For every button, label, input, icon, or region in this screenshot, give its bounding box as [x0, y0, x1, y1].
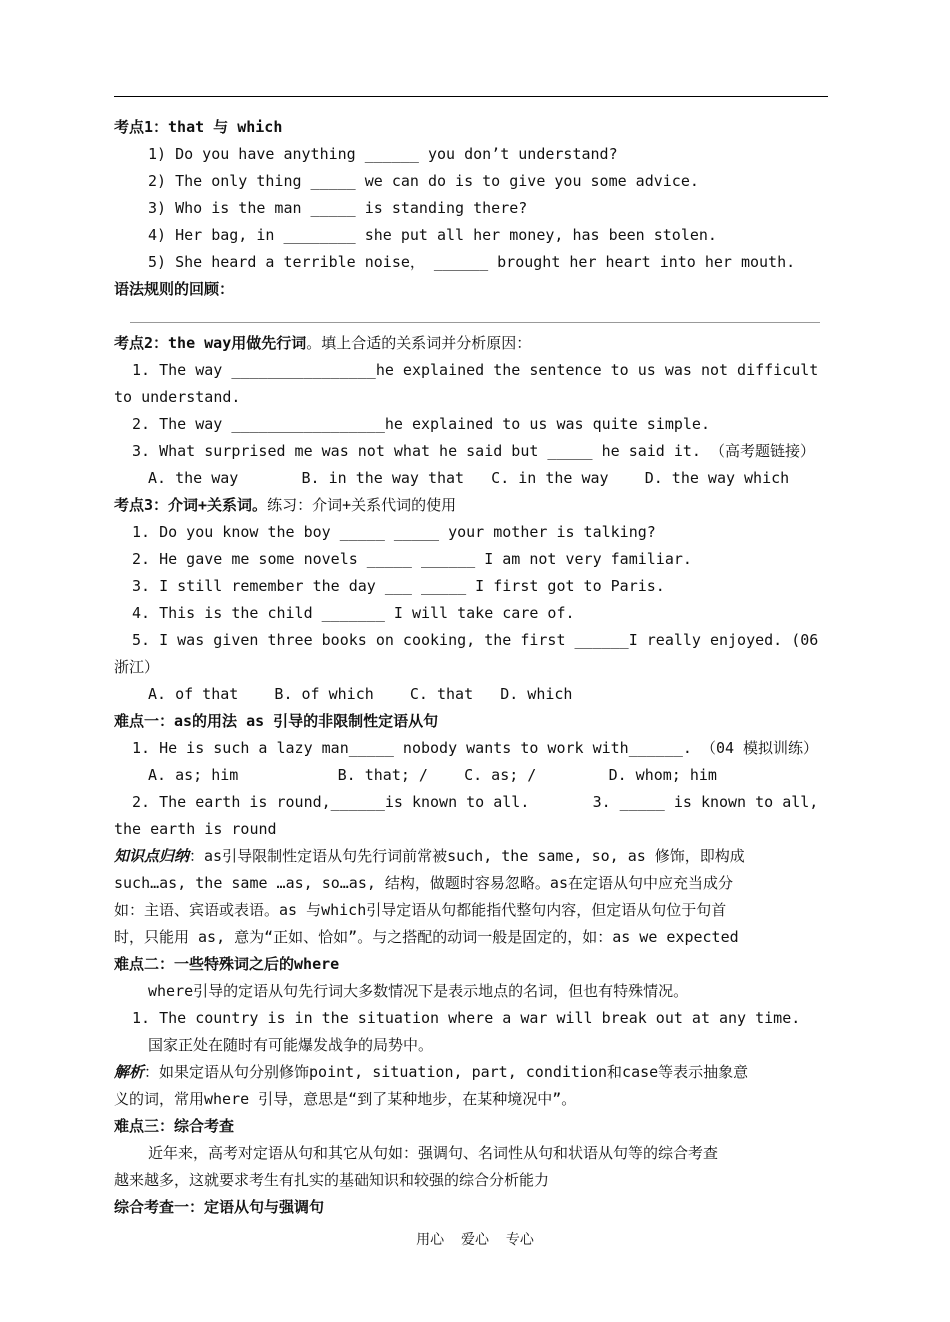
page-footer: 用心 爱心 专心 — [416, 1232, 534, 1248]
d1-note-line-2: such…as, the same …as, so…as, 结构，做题时容易忽略。as在定语从句中应充当成分 — [114, 874, 733, 892]
d2-analysis-line-1 — [114, 1059, 830, 1085]
s3-item-4: 4. This is the child _______ I will take care of. — [132, 604, 575, 622]
d1-note-text-1: ：as引导限制性定语从句先行词前常被such, the same, so, as 修饰，即构成 — [189, 847, 745, 865]
s3-options: A. of that B. of which C. that D. which — [148, 685, 573, 703]
s3-title: 考点3：介词+关系词。 — [114, 496, 268, 514]
s3-item-5: 5. I was given three books on cooking, the first ______I really enjoyed. (06 — [132, 631, 819, 649]
d2-q1-translation: 国家正处在随时有可能爆发战争的局势中。 — [148, 1036, 434, 1054]
header-rule — [114, 96, 828, 97]
review-answer-line — [130, 322, 820, 323]
s1-review-label: 语法规则的回顾： — [114, 280, 235, 298]
s1-item-3: 3) Who is the man _____ is standing there? — [148, 199, 528, 217]
d1-q1: 1. He is such a lazy man_____ nobody wants to work with______. （04 模拟训练） — [132, 739, 819, 757]
s1-item-4: 4) Her bag, in ________ she put all her money, has been stolen. — [148, 226, 717, 244]
s1-title: 考点1：that 与 which — [114, 118, 283, 136]
s2-title-rest: 。填上合适的关系词并分析原因： — [306, 334, 532, 352]
s3-item-1: 1. Do you know the boy _____ _____ your mother is talking? — [132, 523, 656, 541]
s2-q1-cont: to understand. — [114, 388, 241, 406]
s2-title: 考点2：the way用做先行词 — [114, 334, 307, 352]
s2-heading — [114, 330, 830, 356]
d3-paragraph-1: 近年来，高考对定语从句和其它从句如：强调句、名词性从句和状语从句等的综合考查 — [148, 1144, 719, 1162]
d1-note-line-4: 时，只能用 as, 意为“正如、恰如”。与之搭配的动词一般是固定的，如：as we expected — [114, 928, 739, 946]
s3-item-2: 2. He gave me some novels _____ ______ I am not very familiar. — [132, 550, 692, 568]
d2-q1: 1. The country is in the situation where a war will break out at any time. — [132, 1009, 801, 1027]
d2-title: 难点二：一些特殊词之后的where — [114, 955, 340, 973]
d1-title: 难点一：as的用法 as 引导的非限制性定语从句 — [114, 712, 439, 730]
s2-q3: 3. What surprised me was not what he said but _____ he said it. （高考题链接） — [132, 442, 815, 460]
s2-options: A. the way B. in the way that C. in the way D. the way which — [148, 469, 790, 487]
d1-q2: 2. The earth is round,______is known to all. 3. _____ is known to all, — [132, 793, 819, 811]
s1-item-1: 1) Do you have anything ______ you don’t understand? — [148, 145, 618, 163]
d2-analysis-line-2: 义的词，常用where 引导，意思是“到了某种地步，在某种境况中”。 — [114, 1090, 577, 1108]
d1-options: A. as; him B. that; / C. as; / D. whom; him — [148, 766, 717, 784]
d2-intro: where引导的定语从句先行词大多数情况下是表示地点的名词，但也有特殊情况。 — [148, 982, 689, 1000]
d1-q2-cont: the earth is round — [114, 820, 277, 838]
s2-q2: 2. The way _________________he explained to us was quite simple. — [132, 415, 710, 433]
d3-subtitle: 综合考查一：定语从句与强调句 — [114, 1198, 325, 1216]
d1-note-label: 知识点归纳 — [114, 847, 190, 865]
s1-item-5: 5) She heard a terrible noise， ______ brought her heart into her mouth. — [148, 253, 796, 271]
s3-item-5-cont: 浙江） — [114, 658, 160, 676]
s3-heading — [114, 492, 830, 518]
d3-title: 难点三：综合考查 — [114, 1117, 235, 1135]
d2-analysis-label: 解析 — [114, 1063, 145, 1081]
s1-item-2: 2) The only thing _____ we can do is to give you some advice. — [148, 172, 699, 190]
s3-title-rest: 练习：介词+关系代词的使用 — [267, 496, 457, 514]
s3-item-3: 3. I still remember the day ___ _____ I first got to Paris. — [132, 577, 665, 595]
d2-analysis-text-1: ：如果定语从句分别修饰point, situation, part, condition和case等表示抽象意 — [144, 1063, 749, 1081]
s2-q1: 1. The way ________________he explained the sentence to us was not difficult — [132, 361, 819, 379]
d1-note-line-3: 如：主语、宾语或表语。as 与which引导定语从句都能指代整句内容，但定语从句位于句首 — [114, 901, 727, 919]
d1-note-line-1 — [114, 843, 830, 869]
d3-paragraph-2: 越来越多，这就要求考生有扎实的基础知识和较强的综合分析能力 — [114, 1171, 550, 1189]
